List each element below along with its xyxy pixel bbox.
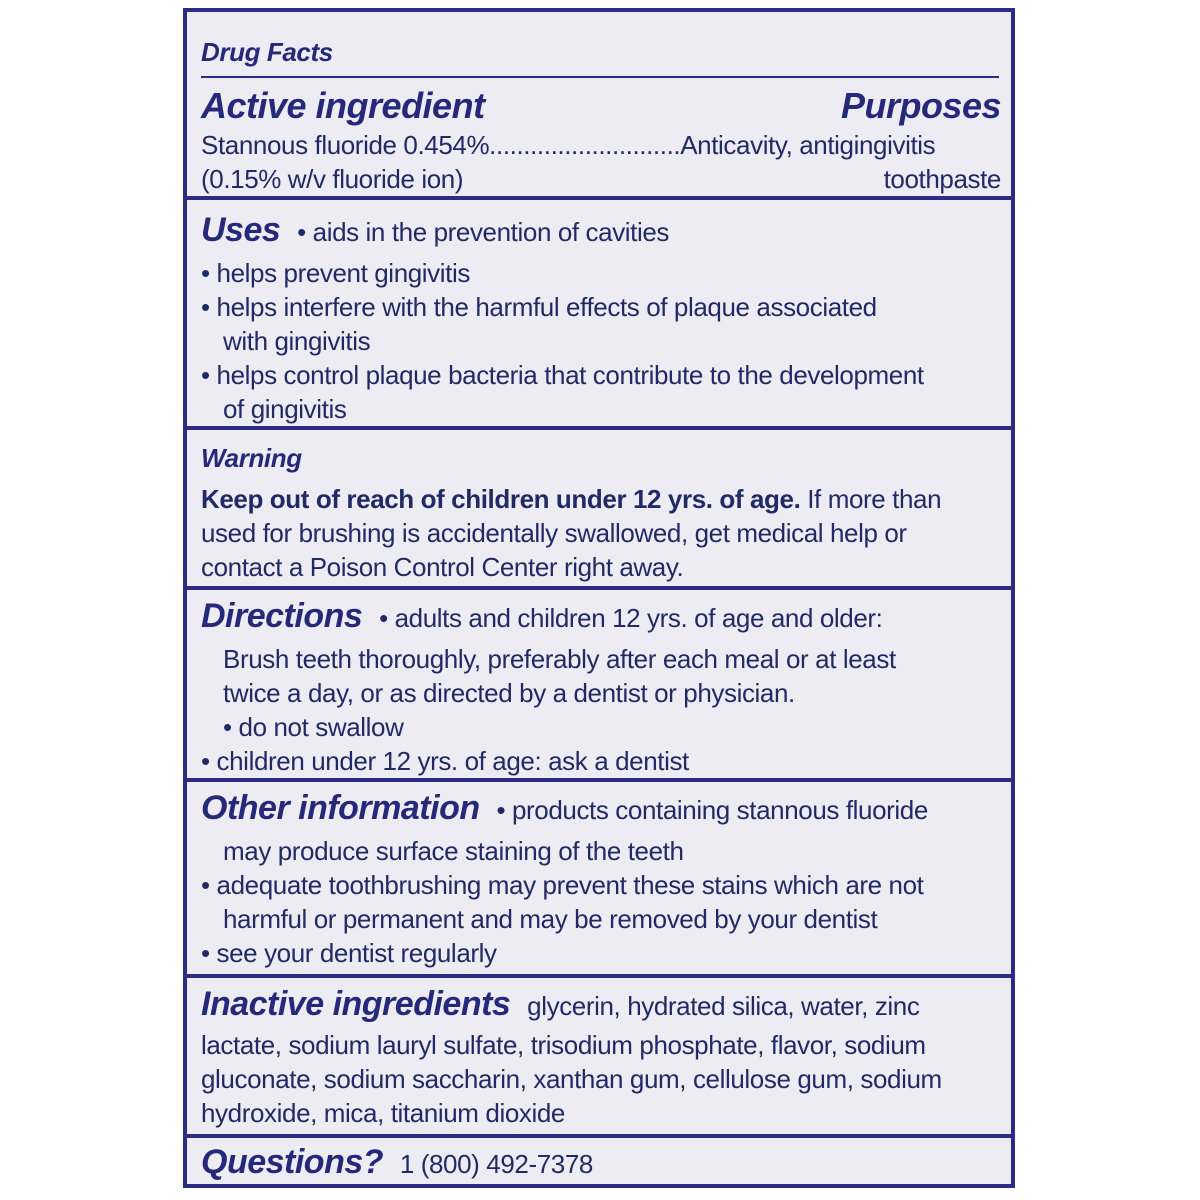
directions-item-3: • children under 12 yrs. of age: ask a dentist — [201, 746, 689, 776]
other-item-2: • adequate toothbrushing may prevent these stains which are not — [201, 870, 924, 900]
warning-line-3: contact a Poison Control Center right away. — [201, 552, 684, 582]
title-rule — [201, 76, 999, 78]
warning-bold-text: Keep out of reach of children under 12 yrs. of age. — [201, 484, 801, 514]
inactive-ingredients-heading: Inactive ingredients — [201, 985, 511, 1023]
warning-heading: Warning — [201, 443, 302, 473]
purposes-heading: Purposes — [840, 85, 1001, 126]
directions-item-1: • adults and children 12 yrs. of age and older: — [379, 603, 883, 633]
divider-3 — [187, 586, 1011, 590]
uses-item-1: • aids in the prevention of cavities — [297, 217, 670, 247]
active-heading-row — [201, 84, 1001, 128]
uses-item-2: • helps prevent gingivitis — [201, 258, 470, 288]
other-item-3: • see your dentist regularly — [201, 938, 497, 968]
active-ingredient-line: Stannous fluoride 0.454%............................Anticavity, antigingivitis — [201, 130, 936, 160]
inactive-line-1: glycerin, hydrated silica, water, zinc — [527, 991, 920, 1021]
questions-heading: Questions? — [201, 1143, 384, 1181]
other-item-1: • products containing stannous fluoride — [496, 795, 928, 825]
inactive-first-line — [201, 984, 1001, 1026]
drug-facts-title: Drug Facts — [201, 37, 333, 67]
warning-line-1 — [201, 482, 1001, 516]
uses-item-4-cont: of gingivitis — [223, 394, 347, 424]
drug-facts-panel — [183, 8, 1015, 1188]
divider-1 — [187, 196, 1011, 200]
questions-line — [201, 1142, 1001, 1184]
other-item-2-cont: harmful or permanent and may be removed by your dentist — [223, 904, 878, 934]
other-item-1-cont: may produce surface staining of the teeth — [223, 836, 684, 866]
warning-text-1: If more than — [800, 484, 942, 514]
inactive-line-2: lactate, sodium lauryl sulfate, trisodium phosphate, flavor, sodium — [201, 1030, 926, 1060]
purpose-continuation: toothpaste — [883, 164, 1001, 194]
divider-2 — [187, 426, 1011, 430]
uses-heading: Uses — [201, 211, 281, 249]
divider-5 — [187, 974, 1011, 978]
directions-line-2: Brush teeth thoroughly, preferably after each meal or at least — [223, 644, 896, 674]
divider-4 — [187, 778, 1011, 782]
questions-phone: 1 (800) 492-7378 — [399, 1149, 593, 1179]
uses-item-4: • helps control plaque bacteria that contribute to the development — [201, 360, 924, 390]
active-ingredient-heading: Active ingredient — [201, 85, 485, 126]
other-information-heading: Other information — [201, 789, 480, 827]
divider-6 — [187, 1134, 1011, 1138]
directions-heading: Directions — [201, 597, 363, 635]
fluoride-ion-note: (0.15% w/v fluoride ion) — [201, 164, 464, 194]
inactive-line-4: hydroxide, mica, titanium dioxide — [201, 1098, 565, 1128]
active-ingredient-note-row — [201, 162, 1001, 196]
warning-line-2: used for brushing is accidentally swallowed, get medical help or — [201, 518, 907, 548]
other-first-line — [201, 788, 1001, 830]
uses-item-3-cont: with gingivitis — [223, 326, 371, 356]
uses-first-line — [201, 210, 1001, 252]
directions-first-line — [201, 596, 1001, 638]
directions-line-3: twice a day, or as directed by a dentist or physician. — [223, 678, 795, 708]
inactive-line-3: gluconate, sodium saccharin, xanthan gum, cellulose gum, sodium — [201, 1064, 942, 1094]
directions-item-2: • do not swallow — [223, 712, 404, 742]
uses-item-3: • helps interfere with the harmful effects of plaque associated — [201, 292, 877, 322]
